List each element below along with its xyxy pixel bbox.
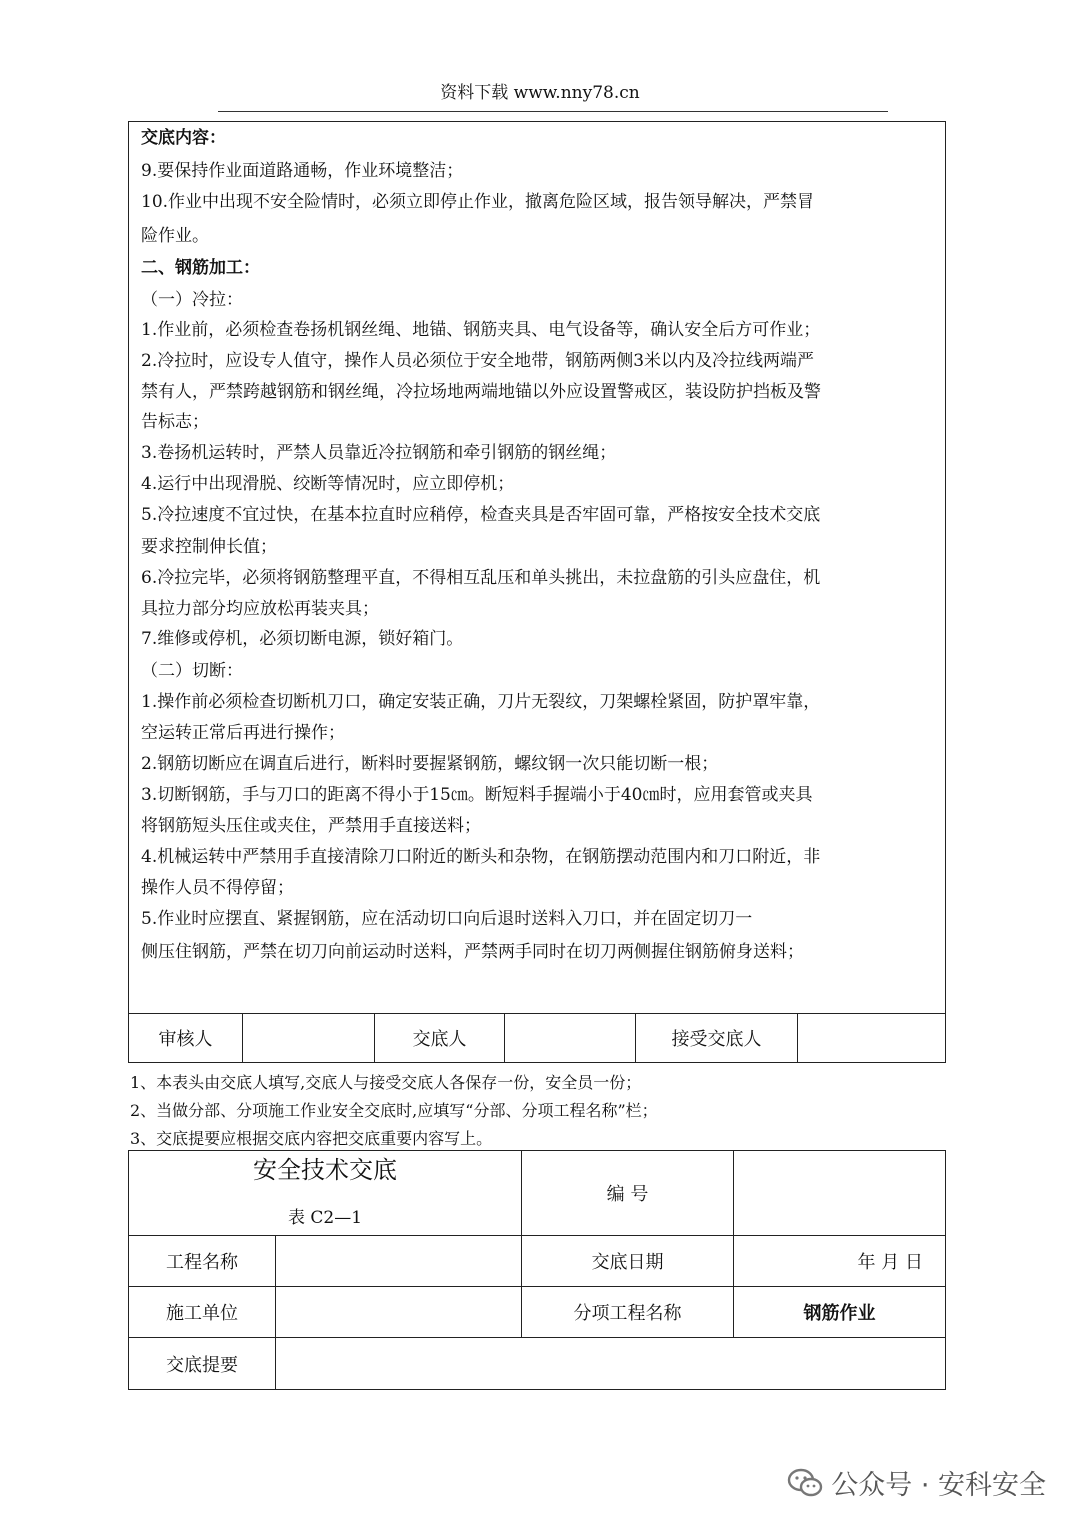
content-line: 交底内容： bbox=[141, 128, 226, 148]
content-line: 3.切断钢筋，手与刀口的距离不得小于15㎝。断短料手握端小于40㎝时，应用套管或夹具 bbox=[141, 785, 813, 805]
content-line: 禁有人，严禁跨越钢筋和钢丝绳，冷拉场地两端地锚以外应设置警戒区，装设防护挡板及警 bbox=[141, 382, 821, 402]
content-line: 二、钢筋加工： bbox=[141, 258, 260, 278]
receiver-field[interactable] bbox=[797, 1013, 946, 1063]
receiver-label: 接受交底人 bbox=[635, 1013, 798, 1063]
content-line: 1.操作前必须检查切断机刀口，确定安装正确，刀片无裂纹，刀架螺栓紧固，防护罩牢靠， bbox=[141, 692, 821, 712]
sub-project-label: 分项工程名称 bbox=[521, 1286, 734, 1338]
content-line: 1.作业前，必须检查卷扬机钢丝绳、地锚、钢筋夹具、电气设备等，确认安全后方可作业； bbox=[141, 320, 821, 340]
content-line: 9.要保持作业面道路通畅，作业环境整洁； bbox=[141, 161, 464, 181]
presenter-label: 交底人 bbox=[374, 1013, 505, 1063]
content-line: 5.冷拉速度不宜过快，在基本拉直时应稍停，检查夹具是否牢固可靠，严格按安全技术交底 bbox=[141, 505, 821, 525]
signature-row bbox=[128, 1013, 946, 1063]
summary-field[interactable] bbox=[275, 1337, 946, 1390]
reviewer-field[interactable] bbox=[242, 1013, 375, 1063]
header-rule bbox=[218, 111, 888, 112]
project-name-label: 工程名称 bbox=[128, 1235, 276, 1287]
date-field[interactable]: 年 月 日 bbox=[733, 1235, 946, 1287]
content-line: 3.卷扬机运转时，严禁人员靠近冷拉钢筋和牵引钢筋的钢丝绳； bbox=[141, 443, 617, 463]
content-box bbox=[128, 121, 946, 1014]
content-line: 告标志； bbox=[141, 412, 209, 432]
content-line: 要求控制伸长值； bbox=[141, 537, 277, 557]
construction-unit-field[interactable] bbox=[275, 1286, 522, 1338]
content-line: 10.作业中出现不安全险情时，必须立即停止作业，撤离危险区域，报告领导解决，严禁冒 bbox=[141, 192, 815, 212]
project-name-field[interactable] bbox=[275, 1235, 522, 1287]
content-line: 将钢筋短头压住或夹住，严禁用手直接送料； bbox=[141, 816, 481, 836]
watermark-text: 公众号 · 安科安全 bbox=[831, 1470, 1046, 1501]
note-1: 1、本表头由交底人填写,交底人与接受交底人各保存一份，安全员一份； bbox=[130, 1073, 642, 1092]
number-label: 编 号 bbox=[521, 1150, 734, 1236]
summary-label: 交底提要 bbox=[128, 1337, 276, 1390]
content-line: 2.钢筋切断应在调直后进行，断料时要握紧钢筋，螺纹钢一次只能切断一根； bbox=[141, 754, 719, 774]
reviewer-label: 审核人 bbox=[128, 1013, 243, 1063]
date-label: 交底日期 bbox=[521, 1235, 734, 1287]
wechat-icon bbox=[787, 1468, 823, 1498]
sub-project-value: 钢筋作业 bbox=[733, 1286, 946, 1338]
content-line: 6.冷拉完毕，必须将钢筋整理平直，不得相互乱压和单头挑出，未拉盘筋的引头应盘住，机 bbox=[141, 568, 821, 588]
content-line: 险作业。 bbox=[141, 226, 209, 246]
page-header: 资料下载 www.nny78.cn bbox=[440, 83, 640, 103]
watermark bbox=[787, 1463, 1046, 1502]
note-2: 2、当做分部、分项施工作业安全交底时,应填写“分部、分项工程名称”栏； bbox=[130, 1101, 658, 1120]
content-line: 4.机械运转中严禁用手直接清除刀口附近的断头和杂物，在钢筋摆动范围内和刀口附近，非 bbox=[141, 847, 821, 867]
safety-form bbox=[128, 1150, 946, 1390]
content-line: 具拉力部分均应放松再装夹具； bbox=[141, 599, 379, 619]
content-line: 侧压住钢筋，严禁在切刀向前运动时送料，严禁两手同时在切刀两侧握住钢筋俯身送料； bbox=[141, 942, 804, 962]
form-title-cell bbox=[128, 1150, 522, 1236]
form-title: 安全技术交底 bbox=[253, 1156, 397, 1184]
content-line: （二）切断： bbox=[141, 661, 243, 681]
note-3: 3、交底提要应根据交底内容把交底重要内容写上。 bbox=[130, 1129, 493, 1148]
number-field[interactable] bbox=[733, 1150, 946, 1236]
content-line: （一）冷拉： bbox=[141, 290, 243, 310]
presenter-field[interactable] bbox=[504, 1013, 636, 1063]
content-line: 操作人员不得停留； bbox=[141, 878, 294, 898]
content-line: 空运转正常后再进行操作； bbox=[141, 723, 345, 743]
content-line: 2.冷拉时，应设专人值守，操作人员必须位于安全地带，钢筋两侧3米以内及冷拉线两端严 bbox=[141, 351, 815, 371]
content-line: 7.维修或停机，必须切断电源，锁好箱门。 bbox=[141, 629, 464, 649]
content-line: 4.运行中出现滑脱、绞断等情况时，应立即停机； bbox=[141, 474, 515, 494]
construction-unit-label: 施工单位 bbox=[128, 1286, 276, 1338]
content-line: 5.作业时应摆直、紧握钢筋，应在活动切口向后退时送料入刀口，并在固定切刀一 bbox=[141, 909, 753, 929]
form-number: 表 C2—1 bbox=[287, 1208, 363, 1228]
